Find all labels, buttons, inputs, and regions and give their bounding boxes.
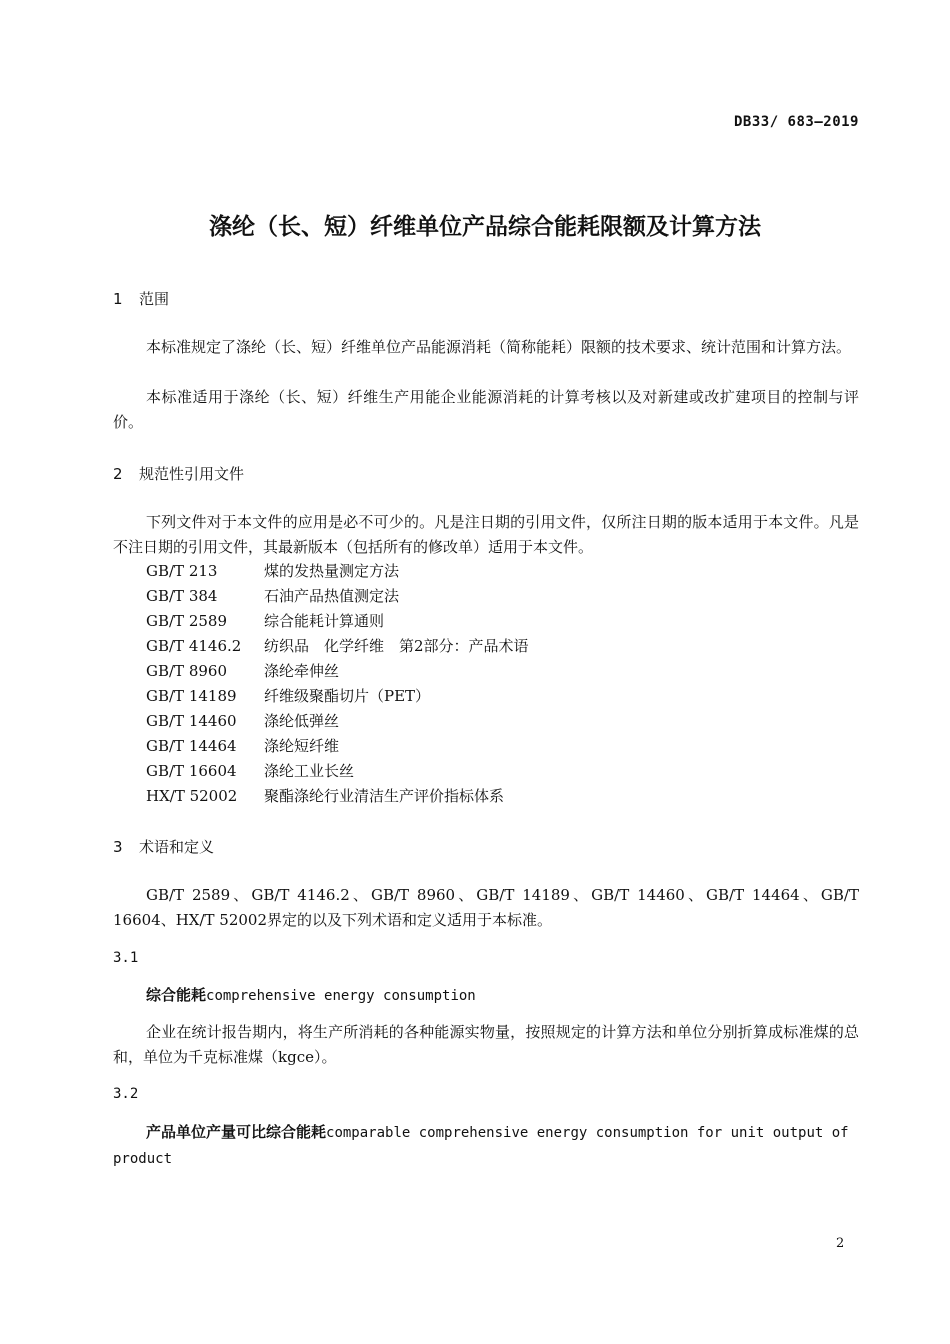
term-english: comprehensive energy consumption: [206, 988, 476, 1004]
reference-item: [146, 584, 529, 609]
reference-title: 石油产品热值测定法: [264, 587, 400, 605]
document-title: 涤纶（长、短）纤维单位产品综合能耗限额及计算方法: [209, 214, 761, 240]
reference-code: HX/T 52002: [146, 787, 238, 805]
term-number: 3.2: [113, 1086, 139, 1102]
section-title: 范围: [139, 290, 170, 308]
section-title: 术语和定义: [139, 838, 215, 856]
reference-item: [146, 634, 529, 659]
reference-code: GB/T 16604: [146, 762, 237, 780]
page-number: 2: [836, 1236, 845, 1251]
reference-title: 煤的发热量测定方法: [264, 562, 400, 580]
term-number: 3.1: [113, 950, 139, 966]
term-chinese: 综合能耗: [146, 986, 207, 1004]
reference-title: 涤纶短纤维: [264, 737, 340, 755]
section-3-heading: [113, 836, 214, 857]
reference-code: GB/T 14460: [146, 712, 237, 730]
reference-item: [146, 759, 529, 784]
section-number: 2: [113, 465, 123, 483]
reference-code: GB/T 384: [146, 587, 218, 605]
reference-code: GB/T 213: [146, 562, 218, 580]
term-heading: [113, 983, 859, 1009]
reference-item: [146, 659, 529, 684]
term-heading: [113, 1120, 859, 1172]
term-definition: 企业在统计报告期内，将生产所消耗的各种能源实物量，按照规定的计算方法和单位分别折算成标准煤的总和，单位为千克标准煤（kgce）。: [113, 1023, 859, 1066]
section-number: 3: [113, 838, 123, 856]
references-intro: 下列文件对于本文件的应用是必不可少的。凡是注日期的引用文件，仅所注日期的版本适用于本文件。凡是不注日期的引用文件，其最新版本（包括所有的修改单）适用于本文件。: [113, 513, 859, 556]
reference-title: 聚酯涤纶行业清洁生产评价指标体系: [264, 787, 505, 805]
reference-code: GB/T 4146.2: [146, 637, 242, 655]
term-chinese: 产品单位产量可比综合能耗: [146, 1123, 327, 1141]
reference-list: [146, 559, 529, 809]
reference-title: 纺织品 化学纤维 第2部分：产品术语: [264, 637, 529, 655]
reference-item: [146, 684, 529, 709]
reference-code: GB/T 2589: [146, 612, 228, 630]
reference-item: [146, 784, 529, 809]
standard-code: DB33/ 683—2019: [733, 114, 859, 130]
reference-title: 涤纶工业长丝: [264, 762, 355, 780]
term-english: comparable comprehensive energy consumption for unit output of product: [113, 1125, 849, 1167]
reference-item: [146, 709, 529, 734]
reference-item: [146, 734, 529, 759]
reference-title: 纤维级聚酯切片（PET）: [264, 687, 431, 705]
terms-intro: GB/T 2589、GB/T 4146.2、GB/T 8960、GB/T 14189、GB/T 14460、GB/T 14464、GB/T 16604、HX/T 52002界定的以及下列术语和定义适用于本标准。: [113, 886, 859, 929]
section-2-heading: [113, 463, 244, 484]
section-number: 1: [113, 290, 123, 308]
reference-item: [146, 609, 529, 634]
reference-item: [146, 559, 529, 584]
reference-title: 涤纶牵伸丝: [264, 662, 340, 680]
reference-title: 涤纶低弹丝: [264, 712, 340, 730]
reference-code: GB/T 14464: [146, 737, 237, 755]
reference-code: GB/T 8960: [146, 662, 228, 680]
reference-code: GB/T 14189: [146, 687, 237, 705]
section-1-heading: [113, 288, 169, 309]
scope-paragraph-2: 本标准适用于涤纶（长、短）纤维生产用能企业能源消耗的计算考核以及对新建或改扩建项目的控制与评价。: [113, 388, 859, 431]
scope-paragraph-1: 本标准规定了涤纶（长、短）纤维单位产品能源消耗（简称能耗）限额的技术要求、统计范围和计算方法。: [146, 338, 852, 356]
section-title: 规范性引用文件: [139, 465, 245, 483]
reference-title: 综合能耗计算通则: [264, 612, 385, 630]
